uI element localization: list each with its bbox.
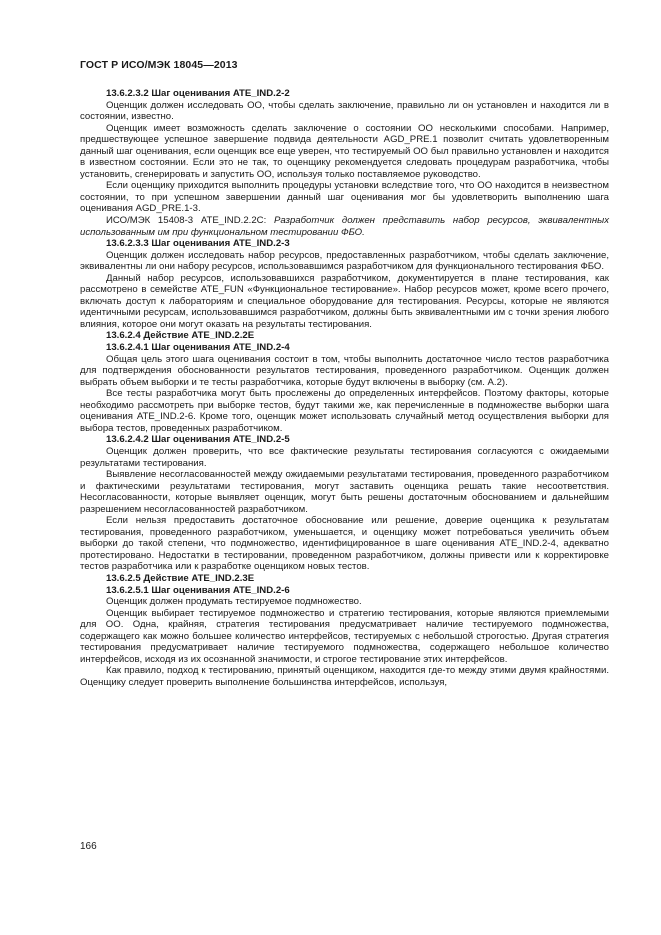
section-heading: 13.6.2.3.3 Шаг оценивания ATE_IND.2-3 [106, 238, 290, 250]
section-heading: 13.6.2.5.1 Шаг оценивания ATE_IND.2-6 [106, 584, 290, 596]
paragraph: Общая цель этого шага оценивания состоит в том, чтобы выполнить достаточное число тестов разработчика для подтверждения обоснованности результатов тестирования, проведенного разработчиком. Оценщик должен выбрать объем выборки и те тесты разработчика, которые будут включены в выборку (см. А.2). [80, 353, 609, 388]
paragraph: Выявление несогласованностей между ожидаемыми результатами тестирования, проведенного разработчиком и фактическими результатами тестирования, могут заставить оценщика решать такие несоответствия. Несогласованности, которые выявляет оценщик, могут быть решены достаточным обоснованием и дальнейшим разрешением несогласованностей разработчиком. [80, 469, 609, 515]
section-heading: 13.6.2.4.2 Шаг оценивания ATE_IND.2-5 [106, 434, 290, 446]
document-body [80, 88, 609, 688]
section-heading: 13.6.2.3.2 Шаг оценивания ATE_IND.2-2 [106, 88, 290, 99]
paragraph: Оценщик должен исследовать ОО, чтобы сделать заключение, правильно ли он установлен и находится ли в состоянии, известно. [80, 99, 609, 123]
paragraph: Как правило, подход к тестированию, принятый оценщиком, находится где-то между этими двумя крайностями. Оценщику следует проверить выполнение большинства интерфейсов, используя, [80, 665, 609, 688]
paragraph: Оценщик должен продумать тестируемое подмножество. [106, 596, 362, 608]
paragraph: Все тесты разработчика могут быть прослежены до определенных интерфейсов. Поэтому факторы, которые необходимо рассмотреть при выборке тестов, будут такими же, как перечисленные в подмножестве выборки шага оценивания ATE_IND.2-6. Кроме того, оценщик может использовать случайный метод осуществления выборки для выбора тестов, проведенных разработчиком. [80, 388, 609, 434]
page-number: 166 [80, 841, 97, 852]
document-header-title: ГОСТ Р ИСО/МЭК 18045—2013 [80, 59, 238, 71]
section-heading: 13.6.2.4.1 Шаг оценивания ATE_IND.2-4 [106, 342, 290, 354]
paragraph: Если оценщику приходится выполнить процедуры установки вследствие того, что ОО находится в неизвестном состоянии, то при успешном завершении данный шаг оценивания мог бы удовлетворить выполнению шага оценивания AGD_PRE.1-3. [80, 180, 609, 215]
paragraph: Данный набор ресурсов, использовавшихся разработчиком, документируется в плане тестирования, как рассмотрено в семействе ATE_FUN «Функциональное тестирование». Набор ресурсов может, кроме всего прочего, включать доступ к лабораториям и специальное оборудование для тестирования. Ресурсы, которые не являются идентичными ресурсам, использовавшимся разработчиком, должны быть эквивалентными им с точки зрения любого влияния, которое они могут оказать на результаты тестирования. [80, 272, 609, 330]
requirement-text: Разработчик должен представить набор ресурсов, эквивалентных использованным им при функциональном тестировании ФБО. [80, 215, 609, 238]
paragraph: Оценщик выбирает тестируемое подмножество и стратегию тестирования, которые являются приемлемыми для ОО. Одна, крайняя, стратегия тестирования предусматривает наличие тестируемого подмножества, содержащего как можно большее количество интерфейсов, тестируемых с небольшой строгостью. Другая стратегия тестирования предусматривает наличие тестируемого подмножества, содержащего небольшое количество интерфейсов, исходя из их осознанной значимости, и строгое тестирование этих интерфейсов. [80, 607, 609, 665]
section-heading: 13.6.2.4 Действие ATE_IND.2.2E [106, 330, 255, 342]
paragraph: Если нельзя предоставить достаточное обоснование или решение, доверие оценщика к результатам тестирования, проведенного разработчиком, уменьшается, и оценщику может потребоваться увеличить объем выборки до такой степени, что подмножество, идентифицированное в шаге оценивания ATE_IND.2-4, адекватно протестировано. Недостатки в тестировании, проведенном разработчиком, должны привести или к корректировке тестов разработчика или к разработке оценщиком новых тестов. [80, 515, 609, 573]
requirement-reference: ИСО/МЭК 15408-3 ATE_IND.2.2C: [106, 215, 274, 227]
section-heading: 13.6.2.5 Действие ATE_IND.2.3E [106, 572, 255, 584]
paragraph: Оценщик должен проверить, что все фактические результаты тестирования согласуются с ожидаемыми результатами тестирования. [80, 445, 609, 469]
paragraph: Оценщик должен исследовать набор ресурсов, предоставленных разработчиком, чтобы сделать заключение, эквивалентны ли они набору ресурсов, использовавшимся разработчиком для функционального тестирования ФБО. [80, 249, 609, 273]
paragraph: Оценщик имеет возможность сделать заключение о состоянии ОО несколькими способами. Например, предшествующее успешное завершение подвида деятельности AGD_PRE.1 позволит считать удовлетворенным данный шаг оценивания, если оценщик все еще уверен, что тестируемый ОО был правильно установлен и находится в известном состоянии. Если это не так, то оценщику рекомендуется следовать процедурам разработчика, чтобы установить, сгенерировать и запустить ОО, используя только поставляемое руководство. [80, 122, 609, 180]
paragraph-requirement [80, 215, 609, 238]
